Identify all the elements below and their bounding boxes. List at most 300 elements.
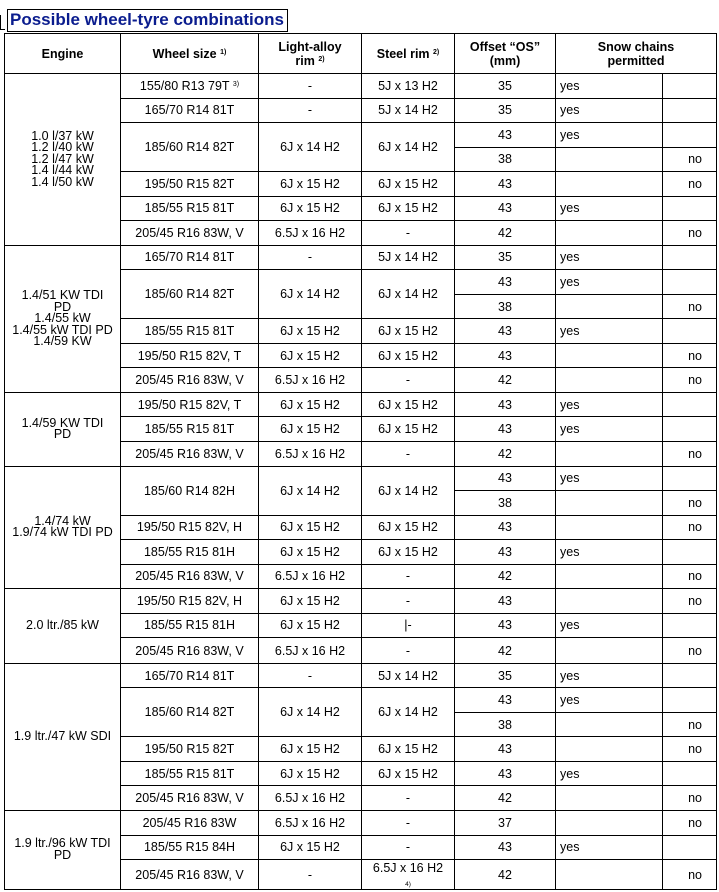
wheel-size-text: 185/60 R14 82T [144, 705, 235, 720]
steel-rim-text: - [405, 791, 411, 806]
table-row [5, 392, 717, 417]
wheel-size-cell [121, 638, 259, 664]
wheel-size-text: 165/70 R14 81T [144, 103, 235, 118]
steel-rim-cell [362, 466, 455, 515]
snow-chains-yes-cell [556, 245, 663, 270]
offset-cell [455, 270, 556, 295]
snow-chains-no: no [688, 717, 702, 732]
offset-value: 38 [498, 152, 512, 167]
engine-line: 1.2 l/47 kW [31, 151, 94, 166]
light-alloy-rim-cell [259, 172, 362, 197]
light-alloy-rim-text: - [307, 668, 313, 683]
wheel-size-text: 205/45 R16 83W, V [135, 446, 244, 461]
wheel-size-cell [121, 466, 259, 515]
wheel-size-text: 195/50 R15 82T [144, 176, 235, 191]
steel-rim-cell [362, 245, 455, 270]
light-alloy-rim-cell [259, 835, 362, 860]
steel-rim-text: - [405, 446, 411, 461]
wheel-size-text: 205/45 R16 83W, V [135, 791, 244, 806]
snow-chains-yes: yes [560, 324, 580, 339]
light-alloy-rim-text: 6J x 15 H2 [280, 840, 340, 855]
light-alloy-rim-cell [259, 196, 362, 221]
wheel-size-text: 185/55 R15 81H [143, 618, 236, 633]
light-alloy-rim-text: - [307, 867, 313, 882]
table-row [5, 810, 717, 835]
wheel-size-cell [121, 417, 259, 442]
steel-rim-text: 6J x 14 H2 [378, 483, 438, 498]
light-alloy-rim-cell [259, 688, 362, 737]
offset-value: 43 [498, 275, 512, 290]
snow-chains-no: no [688, 152, 702, 167]
snow-chains-yes: yes [560, 693, 580, 708]
engine-line: 1.0 l/37 kW [31, 128, 94, 143]
light-alloy-rim-text: 6.5J x 16 H2 [274, 373, 346, 388]
engine-line: PD [53, 299, 72, 314]
light-alloy-rim-cell [259, 368, 362, 393]
steel-rim-text: 6J x 15 H2 [378, 324, 438, 339]
light-alloy-rim-text: 6J x 15 H2 [280, 618, 340, 633]
snow-chains-no: no [688, 348, 702, 363]
steel-rim-text: - [405, 840, 411, 855]
offset-value: 42 [498, 373, 512, 388]
light-alloy-rim-cell [259, 441, 362, 466]
offset-value: 43 [498, 693, 512, 708]
wheel-size-cell [121, 172, 259, 197]
offset-cell [455, 737, 556, 762]
wheel-size-cell [121, 98, 259, 123]
offset-cell [455, 663, 556, 688]
offset-value: 42 [498, 446, 512, 461]
light-alloy-rim-cell [259, 417, 362, 442]
steel-rim-cell [362, 638, 455, 664]
wheel-size-cell [121, 810, 259, 835]
light-alloy-rim-cell [259, 466, 362, 515]
steel-rim-cell [362, 515, 455, 540]
snow-chains-no-cell [663, 761, 717, 786]
steel-rim-cell [362, 761, 455, 786]
snow-chains-no-cell [663, 368, 717, 393]
table-row [5, 466, 717, 491]
light-alloy-rim-text: 6J x 14 H2 [280, 483, 340, 498]
snow-chains-yes-cell [556, 294, 663, 319]
steel-rim-text: 6J x 14 H2 [378, 140, 438, 155]
steel-rim-text: 6J x 15 H2 [378, 544, 438, 559]
engine-line: 1.4 l/44 kW [31, 163, 94, 178]
snow-chains-no-cell [663, 663, 717, 688]
offset-cell [455, 835, 556, 860]
engine-line: 1.4/59 KW TDI [21, 415, 104, 430]
table-row [5, 663, 717, 688]
snow-chains-no-cell [663, 540, 717, 565]
steel-rim-cell [362, 540, 455, 565]
snow-chains-yes-cell [556, 417, 663, 442]
snow-chains-yes-cell [556, 663, 663, 688]
wheel-size-text: 155/80 R13 79T [139, 78, 230, 93]
steel-rim-text: 6J x 15 H2 [378, 201, 438, 216]
steel-rim-cell [362, 564, 455, 589]
engine-line: PD [53, 427, 72, 442]
light-alloy-rim-cell [259, 663, 362, 688]
offset-value: 43 [498, 422, 512, 437]
light-alloy-rim-text: - [307, 250, 313, 265]
engine-line: 2.0 ltr./85 kW [26, 618, 99, 633]
snow-chains-yes: yes [560, 103, 580, 118]
corner-marker [0, 15, 5, 30]
offset-value: 35 [498, 668, 512, 683]
footnote-mark: 4) [405, 880, 411, 888]
light-alloy-rim-cell [259, 74, 362, 99]
engine-line: 1.4/59 KW [33, 334, 92, 349]
light-alloy-rim-text: 6.5J x 16 H2 [274, 225, 346, 240]
offset-value: 43 [498, 520, 512, 535]
steel-rim-cell [362, 172, 455, 197]
offset-cell [455, 319, 556, 344]
offset-value: 43 [498, 766, 512, 781]
table-row [5, 74, 717, 99]
offset-value: 42 [498, 569, 512, 584]
offset-cell [455, 491, 556, 516]
light-alloy-rim-cell [259, 343, 362, 368]
steel-rim-cell [362, 737, 455, 762]
snow-chains-no: no [688, 373, 702, 388]
steel-rim-cell [362, 663, 455, 688]
snow-chains-no: no [688, 643, 702, 658]
header-engine: Engine [5, 34, 121, 74]
wheel-size-cell [121, 515, 259, 540]
snow-chains-no-cell [663, 786, 717, 811]
header-light-alloy-rim: Light-alloy rim $^{2)}$ [259, 34, 362, 74]
light-alloy-rim-cell [259, 98, 362, 123]
offset-cell [455, 417, 556, 442]
wheel-size-cell [121, 319, 259, 344]
snow-chains-yes-cell [556, 368, 663, 393]
snow-chains-yes-cell [556, 810, 663, 835]
snow-chains-yes: yes [560, 127, 580, 142]
offset-value: 43 [498, 471, 512, 486]
wheel-size-text: 185/60 R14 82T [144, 287, 235, 302]
snow-chains-yes-cell [556, 147, 663, 172]
wheel-size-text: 185/55 R15 84H [143, 840, 236, 855]
offset-value: 42 [498, 643, 512, 658]
light-alloy-rim-text: 6.5J x 16 H2 [274, 569, 346, 584]
steel-rim-cell [362, 319, 455, 344]
steel-rim-cell [362, 860, 455, 890]
engine-line: 1.4/51 KW TDI [21, 288, 104, 303]
offset-value: 42 [498, 867, 512, 882]
light-alloy-rim-text: - [307, 78, 313, 93]
steel-rim-cell [362, 835, 455, 860]
light-alloy-rim-text: 6J x 15 H2 [280, 593, 340, 608]
light-alloy-rim-text: 6J x 15 H2 [280, 422, 340, 437]
wheel-size-cell [121, 368, 259, 393]
light-alloy-rim-cell [259, 123, 362, 172]
header-row [5, 34, 717, 74]
steel-rim-cell [362, 270, 455, 319]
steel-rim-cell [362, 343, 455, 368]
light-alloy-rim-text: 6J x 14 H2 [280, 705, 340, 720]
offset-cell [455, 392, 556, 417]
wheel-size-text: 195/50 R15 82T [144, 742, 235, 757]
offset-value: 35 [498, 250, 512, 265]
engine-cell [5, 392, 121, 466]
snow-chains-yes-cell [556, 466, 663, 491]
offset-value: 38 [498, 495, 512, 510]
wheel-size-text: 205/45 R16 83W [142, 815, 237, 830]
steel-rim-cell [362, 392, 455, 417]
steel-rim-cell [362, 810, 455, 835]
light-alloy-rim-text: 6.5J x 16 H2 [274, 446, 346, 461]
snow-chains-yes-cell [556, 835, 663, 860]
snow-chains-no-cell [663, 441, 717, 466]
snow-chains-no-cell [663, 196, 717, 221]
snow-chains-yes: yes [560, 250, 580, 265]
snow-chains-no-cell [663, 270, 717, 295]
snow-chains-no-cell [663, 294, 717, 319]
header-offset: Offset “OS” (mm) [455, 34, 556, 74]
steel-rim-text: 6J x 15 H2 [378, 422, 438, 437]
offset-cell [455, 172, 556, 197]
light-alloy-rim-text: 6J x 15 H2 [280, 201, 340, 216]
snow-chains-no: no [688, 446, 702, 461]
snow-chains-no-cell [663, 638, 717, 664]
snow-chains-no: no [688, 176, 702, 191]
steel-rim-text: - [405, 815, 411, 830]
engine-line: 1.4/55 kW TDI PD [12, 322, 113, 337]
steel-rim-cell [362, 441, 455, 466]
steel-rim-text: 5J x 14 H2 [378, 103, 438, 118]
engine-line: 1.4/55 kW [34, 311, 91, 326]
offset-cell [455, 589, 556, 614]
light-alloy-rim-cell [259, 810, 362, 835]
wheel-tyre-table [4, 33, 717, 890]
light-alloy-rim-cell [259, 319, 362, 344]
snow-chains-no-cell [663, 123, 717, 148]
steel-rim-text: 5J x 14 H2 [378, 668, 438, 683]
wheel-size-text: 205/45 R16 83W, V [135, 225, 244, 240]
offset-cell [455, 196, 556, 221]
header-snow-chains: Snow chains permitted [556, 34, 717, 74]
offset-cell [455, 245, 556, 270]
engine-line: PD [53, 847, 72, 862]
offset-cell [455, 613, 556, 638]
snow-chains-no-cell [663, 737, 717, 762]
engine-cell [5, 466, 121, 589]
snow-chains-yes-cell [556, 392, 663, 417]
snow-chains-no: no [688, 520, 702, 535]
steel-rim-text: 5J x 13 H2 [378, 78, 438, 93]
snow-chains-yes: yes [560, 618, 580, 633]
wheel-size-cell [121, 74, 259, 99]
offset-value: 38 [498, 717, 512, 732]
wheel-size-text: 205/45 R16 83W, V [135, 867, 244, 882]
offset-cell [455, 712, 556, 737]
snow-chains-yes-cell [556, 638, 663, 664]
steel-rim-cell [362, 221, 455, 246]
snow-chains-no-cell [663, 98, 717, 123]
offset-value: 43 [498, 127, 512, 142]
steel-rim-cell [362, 589, 455, 614]
snow-chains-no-cell [663, 564, 717, 589]
wheel-size-text: 185/55 R15 81T [144, 422, 235, 437]
snow-chains-yes-cell [556, 613, 663, 638]
offset-value: 43 [498, 348, 512, 363]
snow-chains-yes: yes [560, 840, 580, 855]
offset-cell [455, 441, 556, 466]
offset-cell [455, 74, 556, 99]
wheel-size-cell [121, 835, 259, 860]
snow-chains-yes-cell [556, 172, 663, 197]
snow-chains-no-cell [663, 515, 717, 540]
offset-cell [455, 147, 556, 172]
wheel-size-text: 205/45 R16 83W, V [135, 569, 244, 584]
offset-cell [455, 564, 556, 589]
light-alloy-rim-text: 6J x 15 H2 [280, 348, 340, 363]
footnote-mark: 1) [220, 48, 227, 56]
wheel-size-cell [121, 245, 259, 270]
light-alloy-rim-cell [259, 564, 362, 589]
snow-chains-yes: yes [560, 766, 580, 781]
snow-chains-yes-cell [556, 712, 663, 737]
engine-cell [5, 74, 121, 246]
snow-chains-no-cell [663, 810, 717, 835]
snow-chains-yes-cell [556, 221, 663, 246]
wheel-size-cell [121, 392, 259, 417]
offset-value: 42 [498, 225, 512, 240]
steel-rim-cell [362, 123, 455, 172]
wheel-size-text: 195/50 R15 82V, T [137, 348, 242, 363]
wheel-size-cell [121, 786, 259, 811]
wheel-size-cell [121, 123, 259, 172]
wheel-size-cell [121, 270, 259, 319]
snow-chains-yes-cell [556, 343, 663, 368]
offset-cell [455, 688, 556, 713]
steel-rim-text: 6.5J x 16 H2 [372, 860, 444, 875]
steel-rim-cell [362, 196, 455, 221]
steel-rim-text: - [405, 225, 411, 240]
footnote-mark: 2) [433, 48, 440, 56]
steel-rim-text: 6J x 15 H2 [378, 766, 438, 781]
light-alloy-rim-text: 6J x 15 H2 [280, 520, 340, 535]
offset-value: 38 [498, 299, 512, 314]
snow-chains-yes: yes [560, 471, 580, 486]
wheel-size-text: 195/50 R15 82V, H [136, 593, 243, 608]
wheel-size-cell [121, 688, 259, 737]
snow-chains-no-cell [663, 860, 717, 890]
light-alloy-rim-cell [259, 515, 362, 540]
light-alloy-rim-cell [259, 737, 362, 762]
snow-chains-no-cell [663, 589, 717, 614]
snow-chains-no-cell [663, 343, 717, 368]
wheel-size-cell [121, 663, 259, 688]
light-alloy-rim-text: - [307, 103, 313, 118]
steel-rim-text: 6J x 15 H2 [378, 520, 438, 535]
snow-chains-yes-cell [556, 74, 663, 99]
snow-chains-no: no [688, 495, 702, 510]
offset-value: 43 [498, 544, 512, 559]
footnote-mark: 3) [232, 80, 240, 88]
snow-chains-yes-cell [556, 589, 663, 614]
wheel-size-cell [121, 540, 259, 565]
engine-cell [5, 245, 121, 392]
offset-value: 43 [498, 397, 512, 412]
snow-chains-no-cell [663, 74, 717, 99]
snow-chains-yes-cell [556, 688, 663, 713]
engine-cell [5, 663, 121, 810]
snow-chains-no-cell [663, 712, 717, 737]
engine-cell [5, 810, 121, 889]
wheel-size-cell [121, 613, 259, 638]
snow-chains-no: no [688, 225, 702, 240]
wheel-size-cell [121, 564, 259, 589]
offset-value: 43 [498, 742, 512, 757]
offset-cell [455, 98, 556, 123]
snow-chains-yes-cell [556, 98, 663, 123]
offset-cell [455, 761, 556, 786]
snow-chains-yes-cell [556, 515, 663, 540]
snow-chains-no-cell [663, 613, 717, 638]
snow-chains-no-cell [663, 221, 717, 246]
steel-rim-cell [362, 613, 455, 638]
engine-cell [5, 589, 121, 664]
snow-chains-no: no [688, 791, 702, 806]
wheel-size-text: 165/70 R14 81T [144, 668, 235, 683]
header-wheel-size: Wheel size $^{1)}$ [121, 34, 259, 74]
offset-value: 35 [498, 103, 512, 118]
wheel-size-text: 185/55 R15 81T [144, 324, 235, 339]
wheel-size-cell [121, 343, 259, 368]
wheel-size-text: 185/55 R15 81T [144, 766, 235, 781]
offset-value: 43 [498, 593, 512, 608]
offset-value: 37 [498, 815, 512, 830]
snow-chains-yes-cell [556, 564, 663, 589]
light-alloy-rim-cell [259, 392, 362, 417]
snow-chains-no-cell [663, 172, 717, 197]
light-alloy-rim-text: 6J x 15 H2 [280, 544, 340, 559]
offset-value: 42 [498, 791, 512, 806]
snow-chains-yes-cell [556, 319, 663, 344]
wheel-size-cell [121, 737, 259, 762]
engine-line: 1.9/74 kW TDI PD [12, 525, 113, 540]
header-steel-rim: Steel rim $^{2)}$ [362, 34, 455, 74]
steel-rim-text: - [405, 569, 411, 584]
steel-rim-text: 6J x 15 H2 [378, 176, 438, 191]
snow-chains-no-cell [663, 245, 717, 270]
snow-chains-yes-cell [556, 441, 663, 466]
snow-chains-yes-cell [556, 270, 663, 295]
light-alloy-rim-cell [259, 589, 362, 614]
offset-cell [455, 540, 556, 565]
engine-line: 1.2 l/40 kW [31, 140, 94, 155]
steel-rim-text: 6J x 14 H2 [378, 287, 438, 302]
wheel-size-text: 185/55 R15 81H [143, 544, 236, 559]
wheel-size-text: 185/60 R14 82T [144, 140, 235, 155]
snow-chains-yes: yes [560, 397, 580, 412]
offset-value: 43 [498, 618, 512, 633]
steel-rim-cell [362, 688, 455, 737]
snow-chains-yes: yes [560, 201, 580, 216]
offset-cell [455, 343, 556, 368]
steel-rim-text: 5J x 14 H2 [378, 250, 438, 265]
light-alloy-rim-text: 6.5J x 16 H2 [274, 815, 346, 830]
engine-line: 1.9 ltr./96 kW TDI [14, 836, 111, 851]
snow-chains-no-cell [663, 835, 717, 860]
offset-cell [455, 368, 556, 393]
snow-chains-yes-cell [556, 491, 663, 516]
wheel-size-text: 205/45 R16 83W, V [135, 373, 244, 388]
snow-chains-yes: yes [560, 422, 580, 437]
steel-rim-text: 6J x 14 H2 [378, 705, 438, 720]
steel-rim-text: - [405, 593, 411, 608]
